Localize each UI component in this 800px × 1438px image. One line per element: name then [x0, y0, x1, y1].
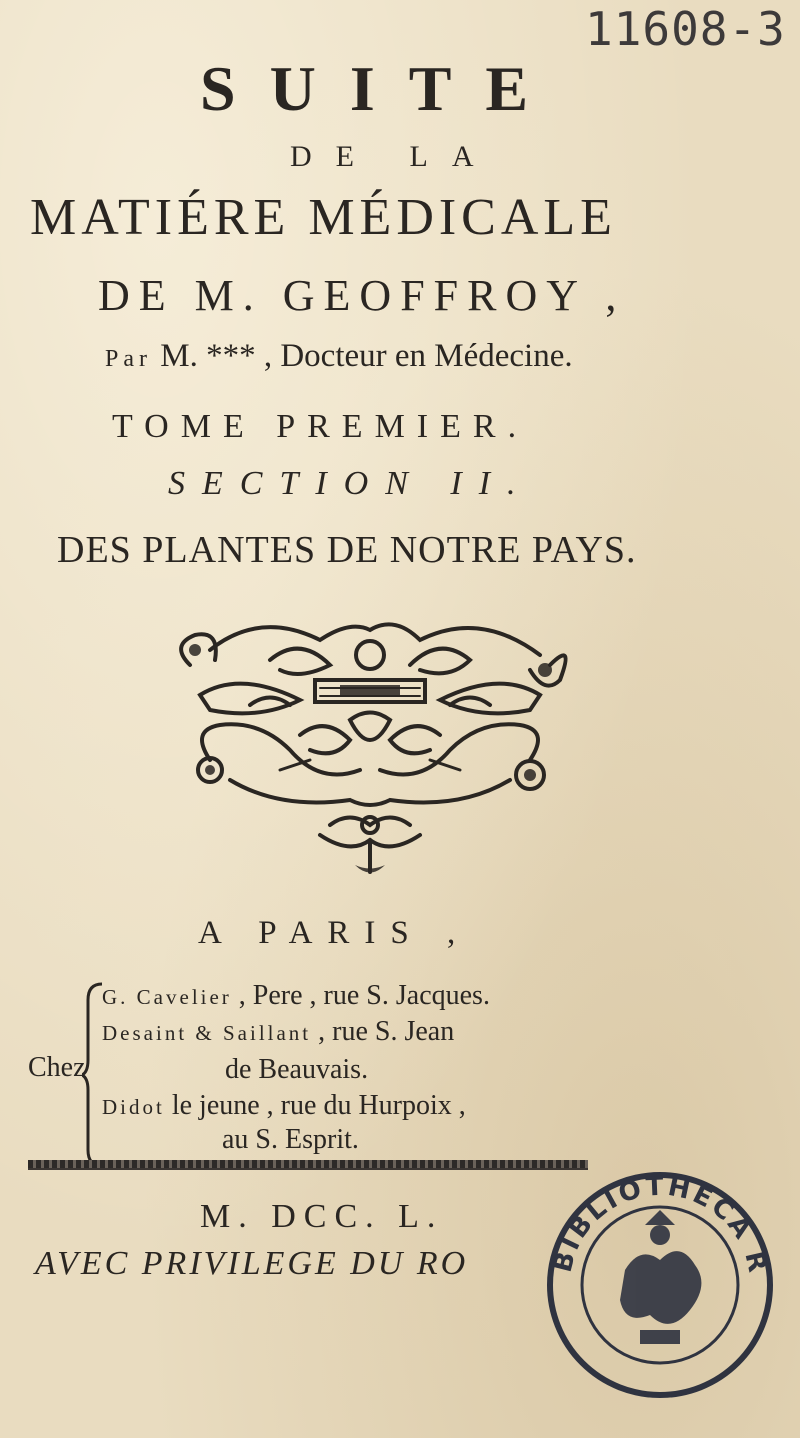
- baroque-scroll-ornament-icon: [150, 610, 590, 885]
- section-label: SECTION II.: [168, 465, 533, 502]
- stamp-text: BIBLIOTHECA R: [547, 1171, 773, 1278]
- publisher-name: G. Cavelier: [102, 985, 232, 1009]
- shelfmark-number: 11608-3: [585, 2, 786, 56]
- city-label: A PARIS ,: [198, 915, 471, 951]
- volume-label: TOME PREMIER.: [112, 408, 529, 445]
- publisher-address: de Beauvais.: [225, 1054, 369, 1085]
- chez-label: Chez: [28, 1052, 86, 1083]
- publisher-address: au S. Esprit.: [222, 1124, 359, 1155]
- publisher-line: [102, 1016, 454, 1048]
- imprint-date: M. DCC. L.: [200, 1198, 444, 1235]
- library-stamp-icon: [530, 1150, 790, 1425]
- privilege-label: AVEC PRIVILEGE DU RO: [35, 1245, 469, 1282]
- publisher-name: Desaint & Saillant: [102, 1021, 312, 1045]
- publisher-line: [102, 980, 490, 1012]
- title-matiere-medicale: MATIÉRE MÉDICALE: [30, 189, 617, 246]
- publisher-address: , rue S. Jean: [311, 1016, 455, 1047]
- decorative-rule: [28, 1160, 588, 1170]
- title-de-la: DE LA: [290, 140, 498, 173]
- title-suite: SUITE: [200, 53, 563, 124]
- author-rest: M. *** , Docteur en Médecine.: [152, 338, 573, 374]
- publisher-address: le jeune , rue du Hurpoix ,: [164, 1090, 466, 1121]
- subject-label: DES PLANTES DE NOTRE PAYS.: [57, 529, 637, 571]
- publisher-line: [225, 1054, 368, 1086]
- publisher-name: Didot: [102, 1095, 165, 1119]
- title-de-m-geoffroy: DE M. GEOFFROY ,: [98, 271, 626, 320]
- author-prefix: Par: [105, 346, 152, 372]
- author-line: [105, 338, 573, 375]
- publisher-line: [222, 1124, 359, 1156]
- publisher-line: [102, 1090, 466, 1122]
- publisher-address: , Pere , rue S. Jacques.: [231, 980, 490, 1011]
